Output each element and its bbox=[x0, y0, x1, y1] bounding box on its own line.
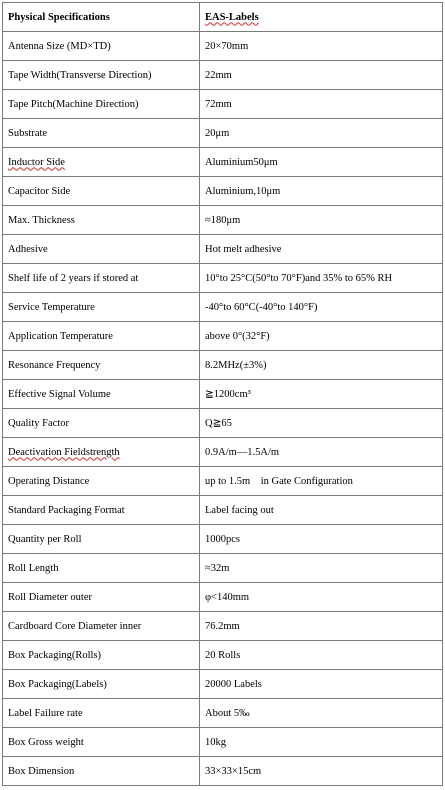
table-row bbox=[3, 496, 443, 525]
spec-value: About 5‰ bbox=[200, 699, 443, 728]
spec-value: up to 1.5m in Gate Configuration bbox=[200, 467, 443, 496]
spec-value: 8.2MHz(±3%) bbox=[200, 351, 443, 380]
spec-label: Roll Diameter outer bbox=[3, 583, 200, 612]
spec-label-text: Inductor Side bbox=[8, 156, 65, 168]
table-row bbox=[3, 90, 443, 119]
table-row bbox=[3, 177, 443, 206]
spec-value: ≧1200cm³ bbox=[200, 380, 443, 409]
spec-value: Aluminium,10μm bbox=[200, 177, 443, 206]
spec-label: Standard Packaging Format bbox=[3, 496, 200, 525]
spec-label: Cardboard Core Diameter inner bbox=[3, 612, 200, 641]
spec-label: Application Temperature bbox=[3, 322, 200, 351]
spec-value: ≈180μm bbox=[200, 206, 443, 235]
table-row bbox=[3, 351, 443, 380]
spec-label: Capacitor Side bbox=[3, 177, 200, 206]
table-row bbox=[3, 119, 443, 148]
table-row bbox=[3, 670, 443, 699]
spec-label: Quality Factor bbox=[3, 409, 200, 438]
header-eas-labels: EAS-Labels bbox=[200, 3, 443, 32]
spec-value: 20000 Labels bbox=[200, 670, 443, 699]
spec-value: 33×33×15cm bbox=[200, 757, 443, 786]
table-row bbox=[3, 728, 443, 757]
spec-label: Box Packaging(Rolls) bbox=[3, 641, 200, 670]
spec-value: 20×70mm bbox=[200, 32, 443, 61]
table-row bbox=[3, 293, 443, 322]
table-row bbox=[3, 757, 443, 786]
header-physical-specifications: Physical Specifications bbox=[3, 3, 200, 32]
spec-label-text: Deactivation Fieldstrength bbox=[8, 446, 120, 458]
table-row bbox=[3, 32, 443, 61]
spec-value: 1000pcs bbox=[200, 525, 443, 554]
spec-value: Q≧65 bbox=[200, 409, 443, 438]
table-header-row bbox=[3, 3, 443, 32]
spec-label: Roll Length bbox=[3, 554, 200, 583]
table-row bbox=[3, 699, 443, 728]
table-row bbox=[3, 583, 443, 612]
table-row bbox=[3, 206, 443, 235]
table-row bbox=[3, 612, 443, 641]
spec-value: 10°to 25°C(50°to 70°F)and 35% to 65% RH bbox=[200, 264, 443, 293]
spec-value: 20μm bbox=[200, 119, 443, 148]
spec-value: 22mm bbox=[200, 61, 443, 90]
spec-label: Tape Pitch(Machine Direction) bbox=[3, 90, 200, 119]
spec-value: above 0°(32°F) bbox=[200, 322, 443, 351]
spec-value: 10kg bbox=[200, 728, 443, 757]
spec-label: Label Failure rate bbox=[3, 699, 200, 728]
table-body bbox=[3, 32, 443, 786]
spec-value: φ<140mm bbox=[200, 583, 443, 612]
table-row bbox=[3, 525, 443, 554]
spec-label: Tape Width(Transverse Direction) bbox=[3, 61, 200, 90]
spec-label: Substrate bbox=[3, 119, 200, 148]
spec-label: Resonance Frequency bbox=[3, 351, 200, 380]
table-row bbox=[3, 554, 443, 583]
table-row bbox=[3, 438, 443, 467]
spec-value: 76.2mm bbox=[200, 612, 443, 641]
spec-label: Service Temperature bbox=[3, 293, 200, 322]
table-row bbox=[3, 380, 443, 409]
table-row bbox=[3, 264, 443, 293]
spec-label: Adhesive bbox=[3, 235, 200, 264]
spec-value: 72mm bbox=[200, 90, 443, 119]
table-row bbox=[3, 322, 443, 351]
spec-label: Antenna Size (MD×TD) bbox=[3, 32, 200, 61]
table-row bbox=[3, 467, 443, 496]
specifications-table bbox=[2, 2, 443, 786]
spec-label bbox=[3, 438, 200, 467]
spec-page bbox=[2, 2, 442, 786]
spec-value: -40°to 60°C(-40°to 140°F) bbox=[200, 293, 443, 322]
table-row bbox=[3, 641, 443, 670]
table-row bbox=[3, 148, 443, 177]
spec-label: Quantity per Roll bbox=[3, 525, 200, 554]
spec-label: Operating Distance bbox=[3, 467, 200, 496]
spec-value: Aluminium50μm bbox=[200, 148, 443, 177]
spec-value: 0.9A/m—1.5A/m bbox=[200, 438, 443, 467]
spec-label: Max. Thickness bbox=[3, 206, 200, 235]
spec-label bbox=[3, 148, 200, 177]
spec-label: Box Packaging(Labels) bbox=[3, 670, 200, 699]
spec-value: Hot melt adhesive bbox=[200, 235, 443, 264]
spec-value: 20 Rolls bbox=[200, 641, 443, 670]
spec-value: Label facing out bbox=[200, 496, 443, 525]
spec-label: Effective Signal Volume bbox=[3, 380, 200, 409]
table-row bbox=[3, 61, 443, 90]
spec-value: ≈32m bbox=[200, 554, 443, 583]
spec-label: Box Dimension bbox=[3, 757, 200, 786]
table-row bbox=[3, 409, 443, 438]
spec-label: Shelf life of 2 years if stored at bbox=[3, 264, 200, 293]
spec-label: Box Gross weight bbox=[3, 728, 200, 757]
table-row bbox=[3, 235, 443, 264]
